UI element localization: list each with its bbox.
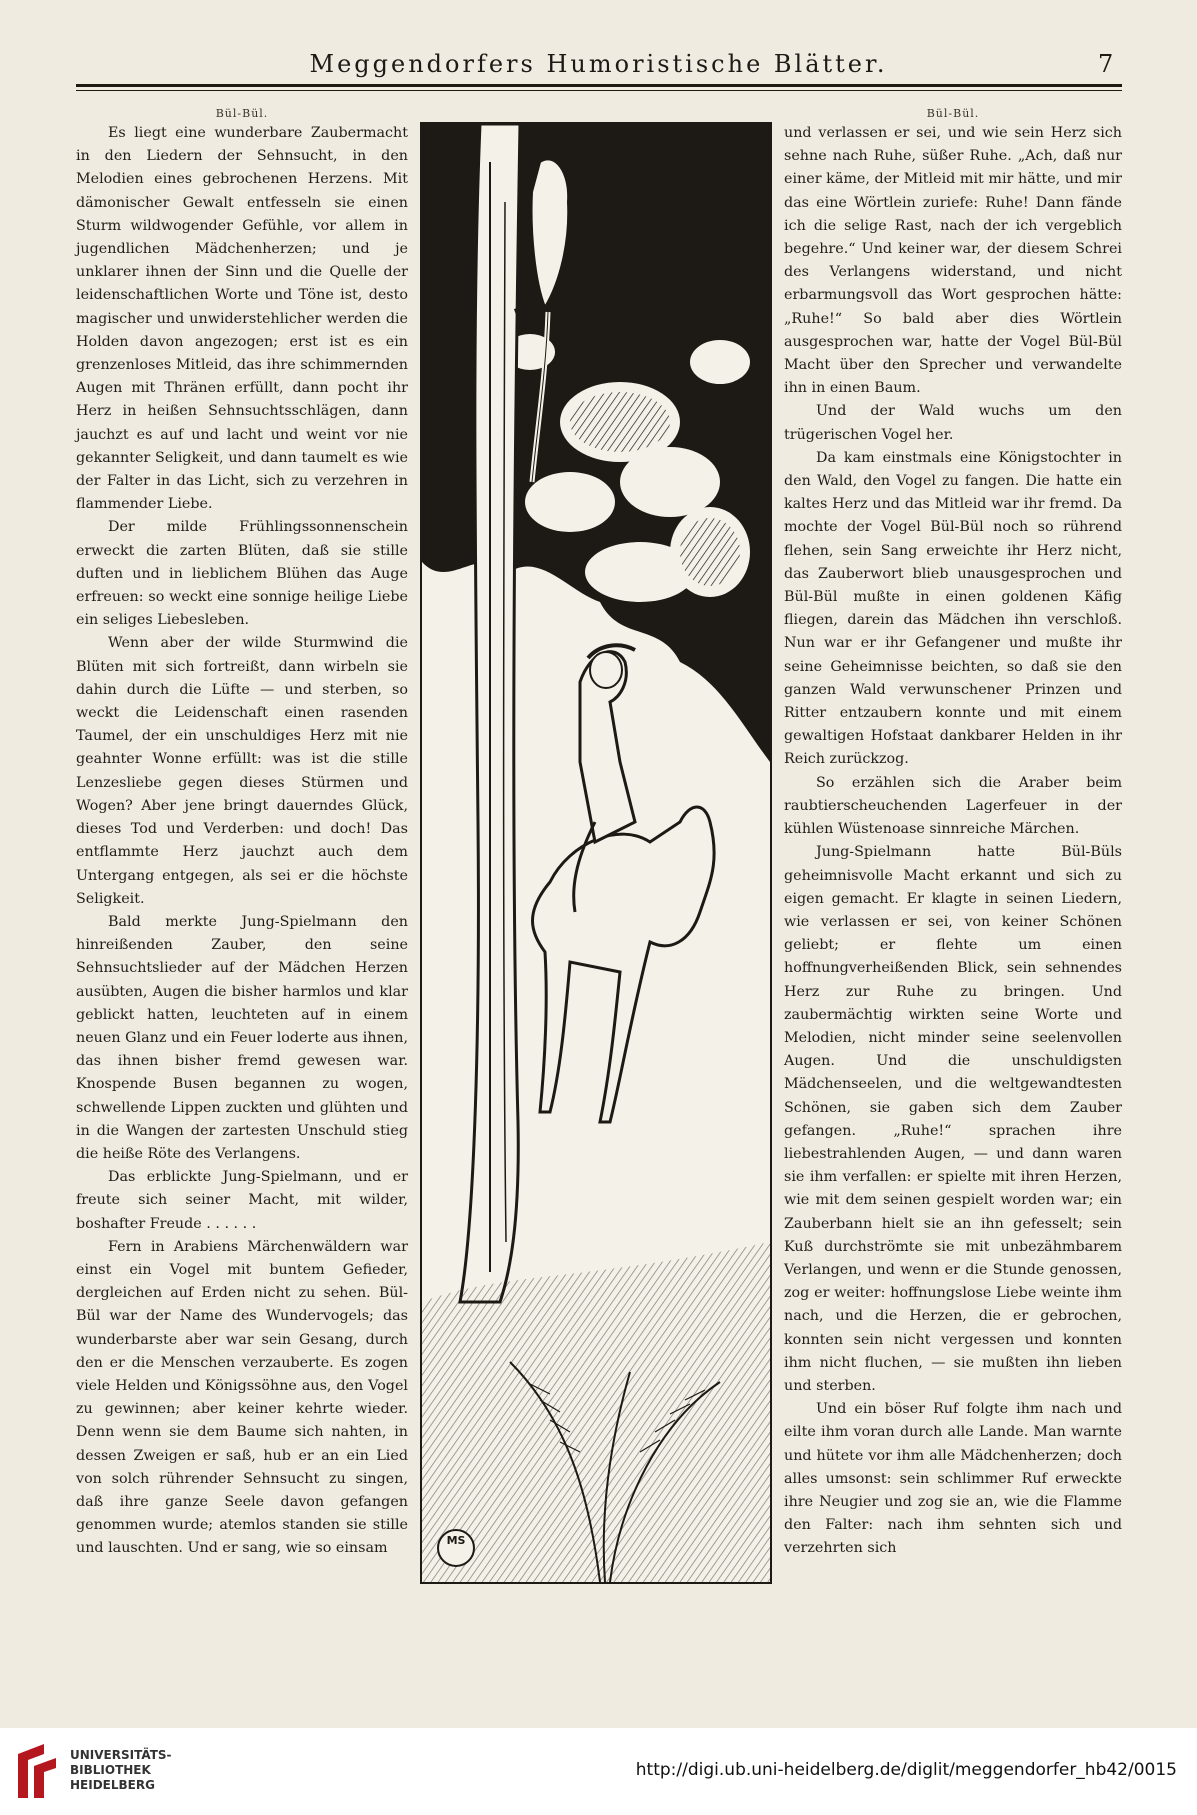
library-footer <box>0 1728 1197 1815</box>
header-rule-thin <box>76 90 1122 91</box>
paragraph: Und der Wald wuchs um den trügerischen Vogel her. <box>784 403 1122 443</box>
paragraph: und verlassen er sei, und wie sein Herz sich sehne nach Ruhe, süßer Ruhe. „Ach, daß nur einer käme, der Mitleid mit mir hätte, und mir das eine Wörtlein zuriefe: Ruhe! Dann fände ich die selige Rast, nach der ich vergeblich begehre.“ Und keiner war, der diesem Schrei des Verlangens widerstand, und nicht erbarmungsvoll das Wort gesprochen hätte: „Ruhe!“ So bald aber dies Wörtlein ausgesprochen war, hatte der Vogel Bül-Bül Macht über den Sprecher und verwandelte ihn in einen Baum. <box>784 125 1122 397</box>
paragraph: Es liegt eine wunderbare Zaubermacht in den Liedern der Sehnsucht, in den Melodien eines gebrochenen Herzens. Mit dämonischer Gewalt entfesseln sie einen Sturm wildwogender Gefühle, vor allem in jugendlichen Mädchenherzen; und je unklarer ihnen der Sinn und die Quelle der leidenschaftlichen Worte und Töne ist, desto magischer und unwiderstehlicher werden die Holden davon angezogen; erst ist es ein grenzenloses Mitleid, das ihre schimmernden Augen mit Thränen erfüllt, dann pocht ihr Herz in heißen Sehnsuchtsschlägen, dann jauchzt es auf und lacht und weint vor nie gekannter Seligkeit, und dann taumelt es wie der Falter in das Licht, sich zu verzehren in flammender Liebe. <box>76 125 408 513</box>
paragraph: Das erblickte Jung-Spielmann, und er freute sich seiner Macht, mit wilder, boshafter Freude . . . . . . <box>76 1169 408 1232</box>
forest-rider-illustration <box>420 122 772 1584</box>
paragraph: Wenn aber der wilde Sturmwind die Blüten mit sich fortreißt, dann wirbeln sie dahin durch die Lüfte — und sterben, so weckt die Leidenschaft einen rasenden Taumel, der ein unschuldiges Herz mit nie geahnter Wonne erfüllt: was ist die stille Lenzesliebe gegen dieses Stürmen und Wogen? Aber jene bringt dauerndes Glück, dieses Tod und Verderben: und doch! Das entflammte Herz jauchzt auch dem Untergang entgegen, als sei er die höchste Seligkeit. <box>76 635 408 907</box>
left-column-heading: Bül-Bül. <box>215 107 269 120</box>
artist-monogram: MS <box>446 1534 466 1547</box>
right-column-heading: Bül-Bül. <box>926 107 980 120</box>
paragraph: Und ein böser Ruf folgte ihm nach und eilte ihm voran durch alle Lande. Man warnte und hütete vor ihm alle Mädchenherzen; doch alles umsonst: sein schlimmer Ruf erweckte ihre Neugier und zog sie an, wie die Flamme den Falter: nach ihm sehnten sich und verzehrten sich <box>784 1401 1122 1557</box>
paragraph: Jung-Spielmann hatte Bül-Büls geheimnisvolle Macht erkannt und sich zu eigen gemacht. Er klagte in seinen Liedern, wie verlassen er sei, von keiner Schönen geliebt; er flehte um einen hoffnungverheißenden Blick, sein sehnendes Herz zur Ruhe zu bringen. Und zaubermächtig wirkten seine Worte und Melodien, nicht minder seine seelenvollen Augen. Und die unschuldigsten Mädchenseelen, und die weltgewandtesten Schönen, sie gaben sich dem Zauber gefangen. „Ruhe!“ sprachen ihre liebestrahlenden Augen, — und dann waren sie ihm verfallen: er spielte mit ihren Herzen, wie mit dem seinen gespielt worden war; ein Zauberbann hielt sie an ihn gefesselt; sein Kuß durchströmte sie mit unbezähmbarem Verlangen, und wenn er die Stunde genossen, zog er weiter: hoffnungslose Liebe weinte ihm nach, und die Herzen, die er gebrochen, konnten sein nicht vergessen und konnten ihm nicht fluchen, — sie mußten ihn lieben und sterben. <box>784 844 1122 1394</box>
university-logo-icon <box>14 1740 60 1802</box>
paragraph: Da kam einstmals eine Königstochter in den Wald, den Vogel zu fangen. Die hatte ein kaltes Herz und das Mitleid war ihr fremd. Da mochte der Vogel Bül-Bül noch so rührend flehen, sein Sang erweichte ihr Herz nicht, das Zauberwort blieb unausgesprochen und Bül-Bül mußte in einen goldenen Käfig fliegen, darein das Mädchen ihn verschloß. Nun war er ihr Gefangener und mußte ihr seine Geheimnisse beichten, so daß sie den ganzen Wald verwunschener Prinzen und Ritter entzaubern konnte und mit einem gewaltigen Hofstaat dankbarer Helden in ihr Reich zurückzog. <box>784 449 1122 768</box>
right-text-column <box>784 122 1122 1561</box>
source-url-link[interactable]: http://digi.ub.uni-heidelberg.de/diglit/meggendorfer_hb42/0015 <box>635 1760 1177 1780</box>
paragraph: Der milde Frühlingssonnenschein erweckt die zarten Blüten, daß sie stille duften und in lieblichem Blühen das Auge erfreuen: so weckt eine sonnige heilige Liebe ein seliges Liebesleben. <box>76 519 408 629</box>
paragraph: Fern in Arabiens Märchenwäldern war einst ein Vogel mit buntem Gefieder, dergleichen auf Erden nicht zu sehen. Bül-Bül war der Name des Wundervogels; das wunderbarste aber war sein Gesang, durch den er die Menschen verzauberte. Es zogen viele Helden und Königssöhne aus, den Vogel zu gewinnen; aber keiner kehrte wieder. Denn wenn sie dem Baume sich nahten, in dessen Zweigen er saß, hub er an ein Lied von solch rührender Sehnsucht zu singen, daß ihre ganze Seele davon gefangen genommen wurde; atemlos standen sie stille und lauschten. Und er sang, wie so einsam <box>76 1238 408 1557</box>
paragraph: Bald merkte Jung-Spielmann den hinreißenden Zauber, den seine Sehnsuchtslieder auf der Mädchen Herzen ausübten, Augen die bisher harmlos und klar geblickt hatten, leuchteten auf in einem neuen Glanz und ein Feuer loderte aus ihnen, das ihnen bisher fremd gewesen war. Knospende Busen begannen zu wogen, schwellende Lippen zuckten und glühten und in die Wangen der zartesten Unschuld stieg die heiße Röte des Verlangens. <box>76 913 408 1162</box>
paragraph: So erzählen sich die Araber beim raubtierscheuchenden Lagerfeuer in der kühlen Wüstenoase sinnreiche Märchen. <box>784 774 1122 838</box>
library-name: UNIVERSITÄTS- BIBLIOTHEK HEIDELBERG <box>70 1748 172 1792</box>
page-number: 7 <box>1098 50 1114 78</box>
left-text-column <box>76 122 408 1561</box>
header-rule <box>76 84 1122 87</box>
illustration-drawing <box>420 122 772 1584</box>
journal-title: Meggendorfers Humoristische Blätter. <box>309 50 888 78</box>
